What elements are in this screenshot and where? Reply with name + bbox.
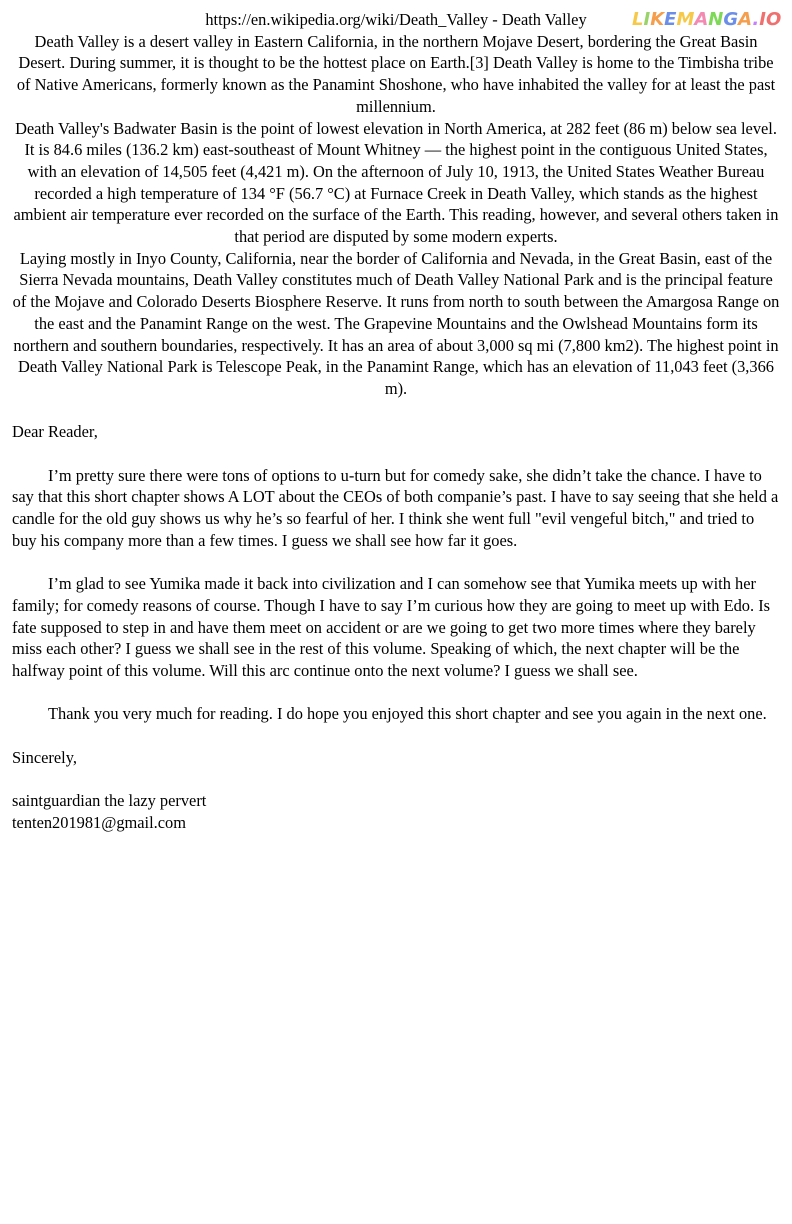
letter-paragraph: Thank you very much for reading. I do hope you enjoyed this short chapter and see you again in the next one.: [48, 704, 767, 724]
watermark-logo: LIKEMANGA.IO: [632, 9, 782, 30]
letter-greeting: Dear Reader,: [12, 422, 98, 442]
wiki-paragraph: Death Valley's Badwater Basin is the point of lowest elevation in North America, at 282 feet (86 m) below sea level. It is 84.6 miles (136.2 km) east-southeast of Mount Whitney — the highest point in the contiguous United States, with an elevation of 14,505 feet (4,421 m). On the afternoon of July 10, 1913, the United States Weather Bureau recorded a high temperature of 134 °F (56.7 °C) at Furnace Creek in Death Valley, which stands as the highest ambient air temperature ever recorded on the surface of the Earth. This reading, however, and several others taken in that period are disputed by some modern experts.: [13, 118, 779, 247]
letter-signature: saintguardian the lazy pervert: [12, 791, 207, 811]
letter-closing: Sincerely,: [12, 747, 77, 767]
letter-paragraph: I’m glad to see Yumika made it back into civilization and I can somehow see that Yumika meets up with her family; for comedy reasons of course. Though I have to say I’m curious how they are going to meet up with Edo. Is fate supposed to step in and have them meet on accident or are we going to get two more times where they barely miss each other? I guess we shall see in the rest of this volume. Speaking of which, the next chapter will be the halfway point of this volume. Will this arc continue onto the next volume? I guess we shall see.: [12, 574, 771, 681]
source-link[interactable]: https://en.wikipedia.org/wiki/Death_Valley - Death Valley: [205, 10, 587, 29]
wiki-paragraph: Laying mostly in Inyo County, California, near the border of California and Nevada, in the Great Basin, east of the Sierra Nevada mountains, Death Valley constitutes much of Death Valley National Park and is the principal feature of the Mojave and Colorado Deserts Biosphere Reserve. It runs from north to south between the Amargosa Range on the east and the Panamint Range on the west. The Grapevine Mountains and the Owlshead Mountains form its northern and southern boundaries, respectively. It has an area of about 3,000 sq mi (7,800 km2). The highest point in Death Valley National Park is Telescope Peak, in the Panamint Range, which has an elevation of 11,043 feet (3,366 m).: [12, 248, 780, 398]
letter-email[interactable]: tenten201981@gmail.com: [12, 812, 186, 832]
letter-paragraph: I’m pretty sure there were tons of options to u-turn but for comedy sake, she didn’t take the chance. I have to say that this short chapter shows A LOT about the CEOs of both companie’s past. I have to say seeing that she held a candle for the old guy shows us why he’s so fearful of her. I think she went full "evil vengeful bitch," and tried to buy his company more than a few times. I guess we shall see how far it goes.: [12, 465, 779, 550]
wiki-paragraph: Death Valley is a desert valley in Eastern California, in the northern Mojave Desert, bordering the Great Basin Desert. During summer, it is thought to be the hottest place on Earth.[3] Death Valley is home to the Timbisha tribe of Native Americans, formerly known as the Panamint Shoshone, who have inhabited the valley for at least the past millennium.: [16, 31, 776, 116]
